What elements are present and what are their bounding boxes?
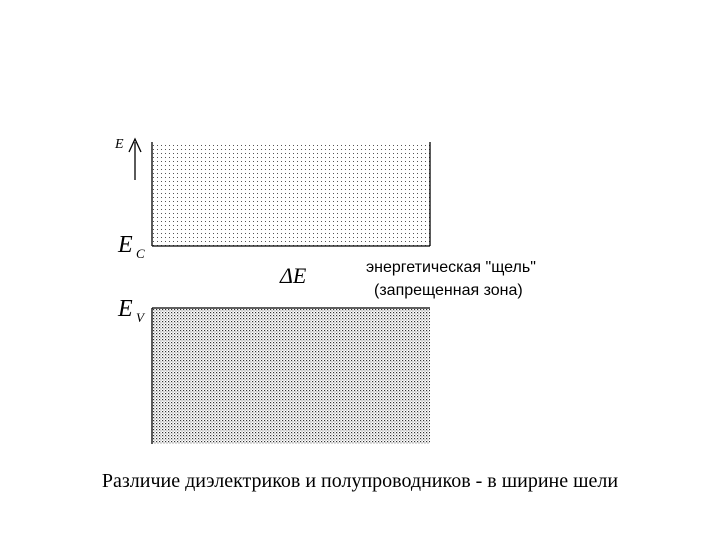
energy-axis-arrow — [129, 139, 141, 180]
gap-annotation-line1: энергетическая "щель" — [366, 259, 536, 276]
gap-annotation-line2: (запрещенная зона) — [374, 282, 523, 299]
conduction-band — [152, 142, 430, 246]
energy-axis-label: E — [115, 137, 124, 152]
svg-text:V: V — [136, 310, 144, 325]
svg-text:E: E — [118, 232, 133, 258]
valence-level-label — [117, 296, 146, 325]
conduction-level-label — [117, 232, 145, 261]
diagram-caption: Различие диэлектриков и полупроводников - в ширине шели — [101, 470, 619, 492]
svg-text:C: C — [136, 246, 145, 261]
gap-label: ΔE — [280, 263, 307, 288]
valence-band — [152, 308, 430, 444]
svg-text:E: E — [118, 296, 133, 322]
